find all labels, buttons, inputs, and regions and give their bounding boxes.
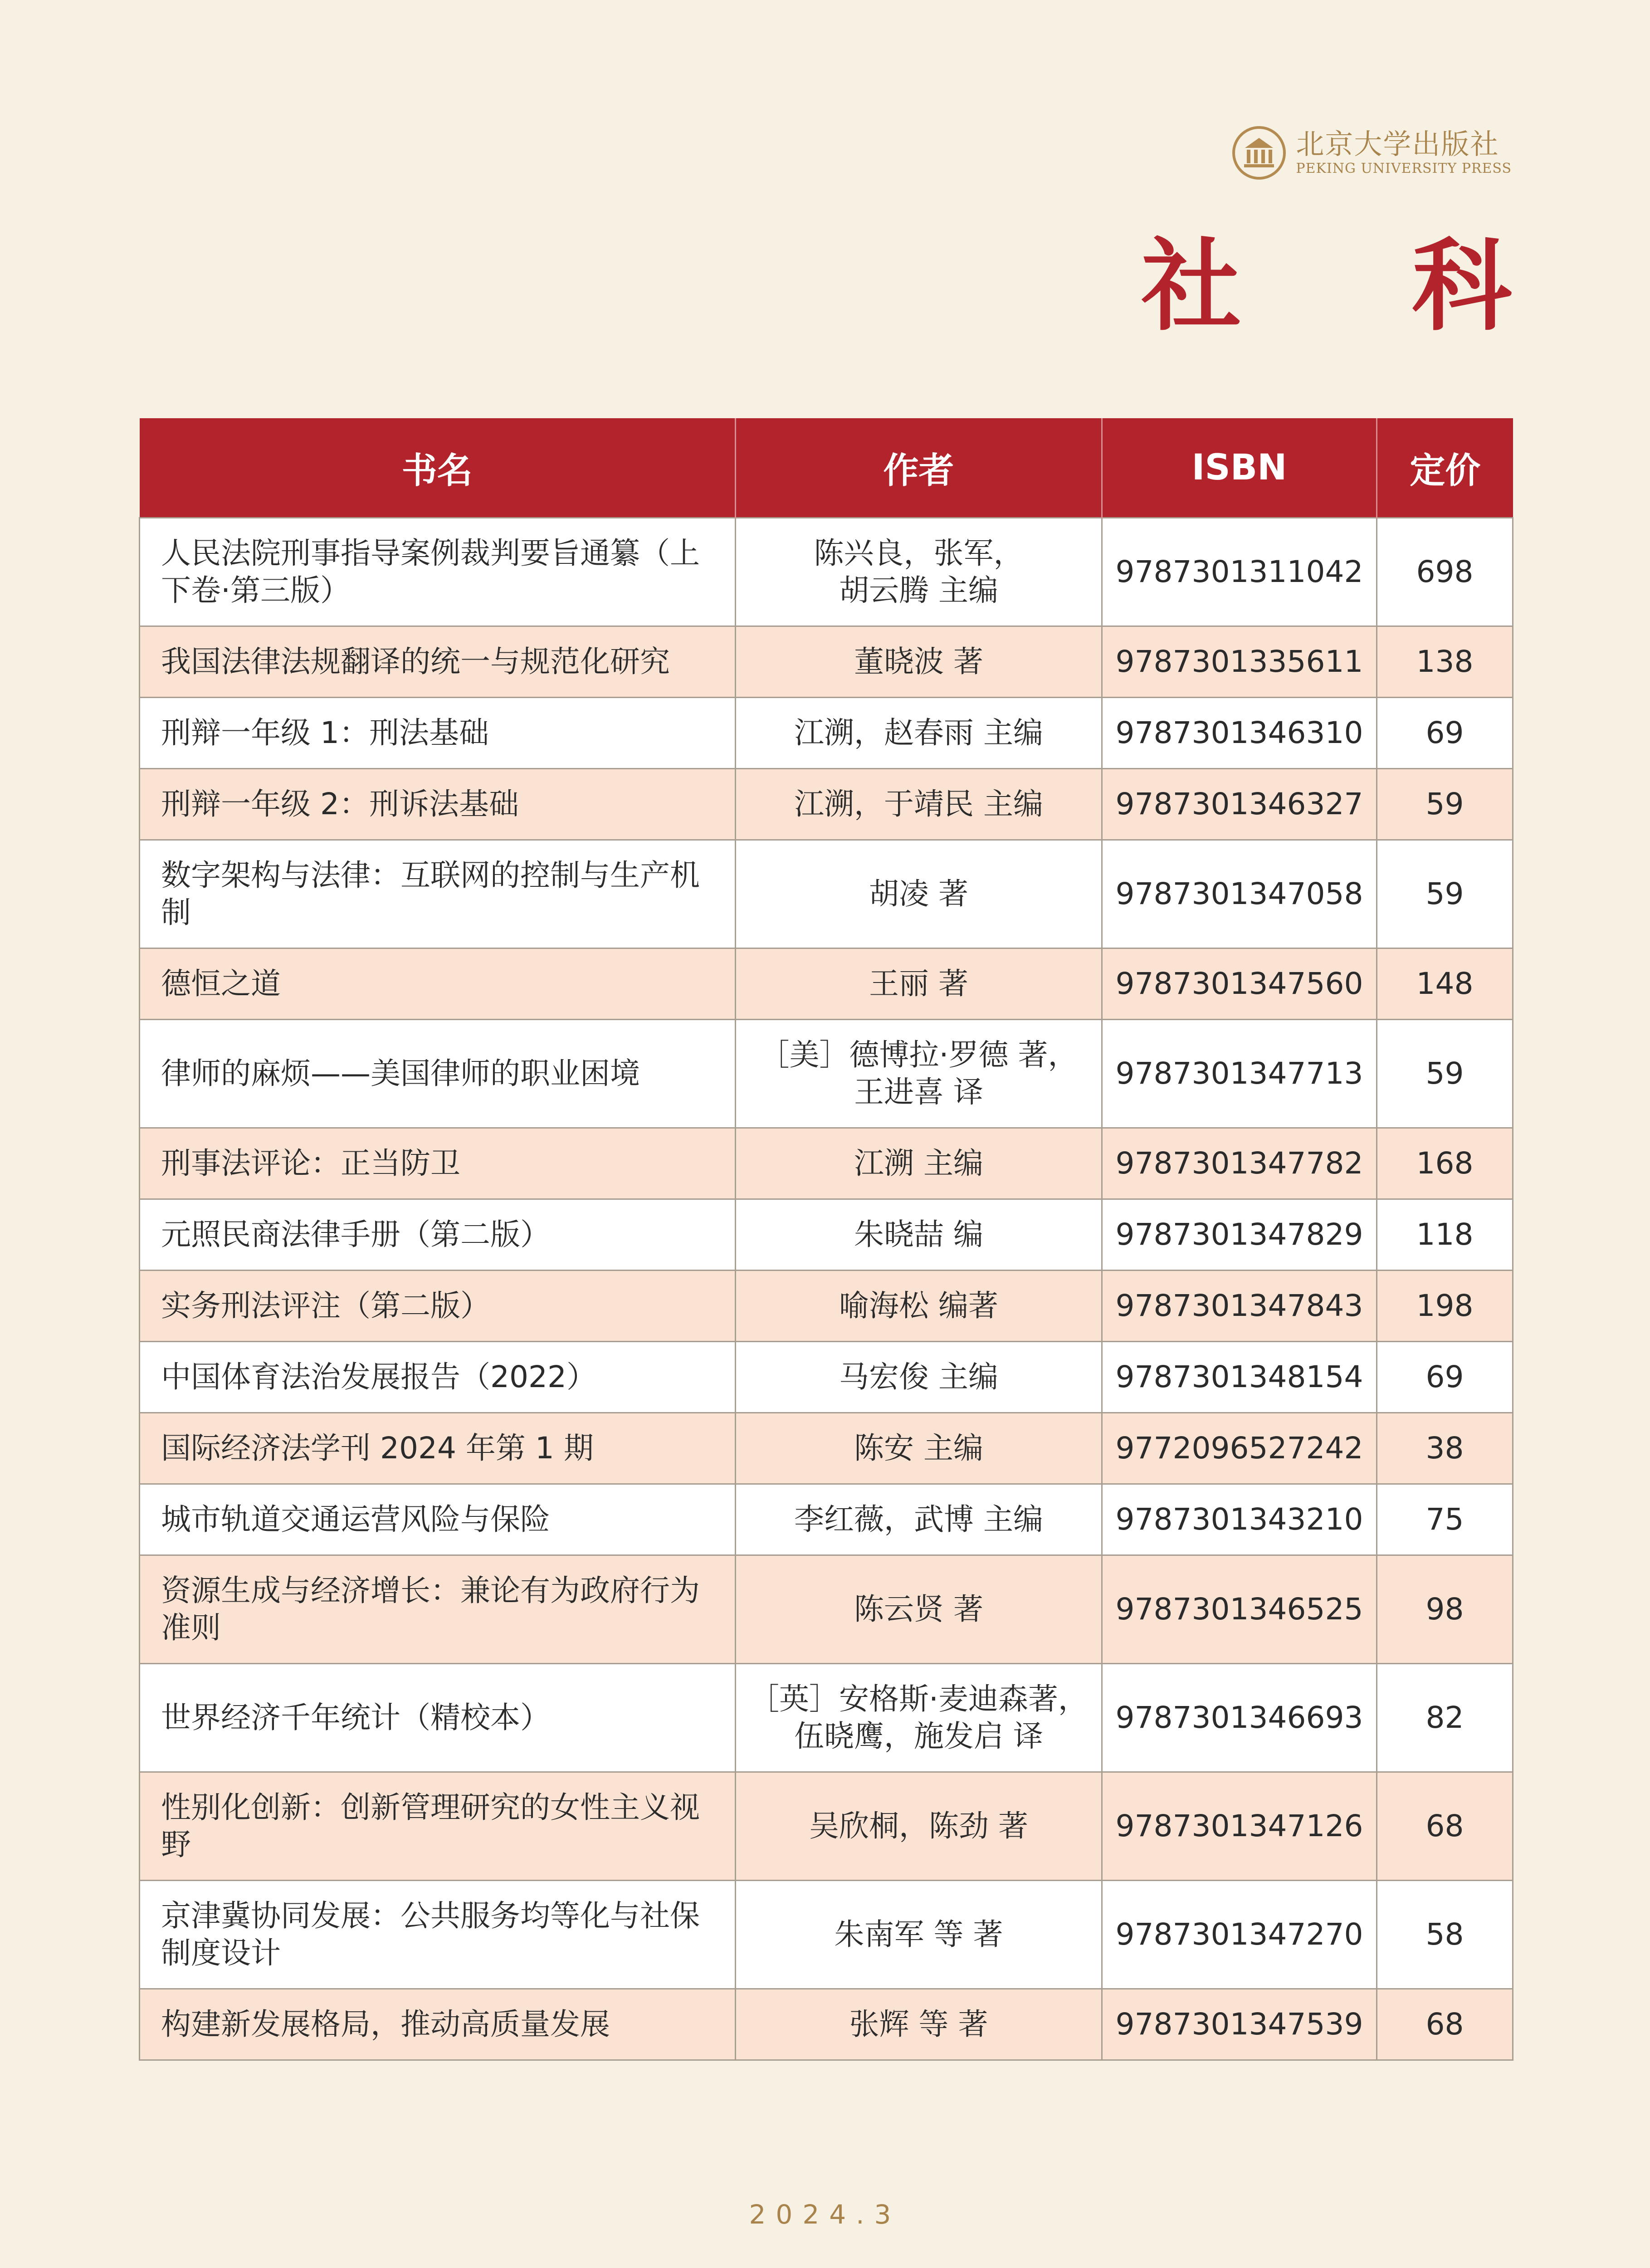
table-row bbox=[140, 1413, 1513, 1484]
book-price-cell: 59 bbox=[1377, 840, 1513, 948]
publisher-name-en: PEKING UNIVERSITY PRESS bbox=[1296, 161, 1512, 177]
book-isbn-cell: 9787301346327 bbox=[1102, 769, 1377, 840]
book-author-cell: 江溯，于靖民 主编 bbox=[736, 769, 1102, 840]
book-author-cell: ［美］德博拉·罗德 著， 王进喜 译 bbox=[736, 1020, 1102, 1128]
book-title-cell: 元照民商法律手册（第二版） bbox=[140, 1199, 736, 1271]
book-isbn-cell: 9787301347829 bbox=[1102, 1199, 1377, 1271]
table-row bbox=[140, 948, 1513, 1020]
book-isbn-cell: 9787301347560 bbox=[1102, 948, 1377, 1020]
book-title-cell: 律师的麻烦——美国律师的职业困境 bbox=[140, 1020, 736, 1128]
book-price-cell: 59 bbox=[1377, 769, 1513, 840]
table-header-row bbox=[140, 418, 1513, 518]
book-title-cell: 我国法律法规翻译的统一与规范化研究 bbox=[140, 626, 736, 698]
header-author: 作者 bbox=[736, 418, 1102, 518]
book-title-cell: 刑事法评论：正当防卫 bbox=[140, 1128, 736, 1199]
table-row bbox=[140, 626, 1513, 698]
book-isbn-cell: 9772096527242 bbox=[1102, 1413, 1377, 1484]
table-row bbox=[140, 1989, 1513, 2060]
book-isbn-cell: 9787301346525 bbox=[1102, 1555, 1377, 1664]
table-row bbox=[140, 1020, 1513, 1128]
book-title-cell: 德恒之道 bbox=[140, 948, 736, 1020]
book-title-cell: 城市轨道交通运营风险与保险 bbox=[140, 1484, 736, 1555]
table-row bbox=[140, 1128, 1513, 1199]
table-row bbox=[140, 1555, 1513, 1664]
table-row bbox=[140, 518, 1513, 626]
table-row bbox=[140, 1772, 1513, 1881]
book-title-cell: 世界经济千年统计（精校本） bbox=[140, 1664, 736, 1772]
header-title: 书名 bbox=[140, 418, 736, 518]
table-row bbox=[140, 840, 1513, 948]
book-price-cell: 68 bbox=[1377, 1772, 1513, 1881]
book-isbn-cell: 9787301347126 bbox=[1102, 1772, 1377, 1881]
book-list-table bbox=[139, 418, 1513, 2061]
book-isbn-cell: 9787301343210 bbox=[1102, 1484, 1377, 1555]
book-title-cell: 刑辩一年级 1：刑法基础 bbox=[140, 698, 736, 769]
book-author-cell: 马宏俊 主编 bbox=[736, 1342, 1102, 1413]
header-isbn: ISBN bbox=[1102, 418, 1377, 518]
publisher-logo bbox=[1232, 126, 1512, 180]
book-price-cell: 38 bbox=[1377, 1413, 1513, 1484]
book-author-cell: 董晓波 著 bbox=[736, 626, 1102, 698]
book-author-cell: 陈安 主编 bbox=[736, 1413, 1102, 1484]
book-isbn-cell: 9787301347713 bbox=[1102, 1020, 1377, 1128]
book-author-cell: 喻海松 编著 bbox=[736, 1271, 1102, 1342]
publisher-name-cn: 北京大学出版社 bbox=[1296, 127, 1499, 161]
table-row bbox=[140, 1881, 1513, 1989]
book-price-cell: 69 bbox=[1377, 698, 1513, 769]
book-isbn-cell: 9787301347539 bbox=[1102, 1989, 1377, 2060]
book-price-cell: 148 bbox=[1377, 948, 1513, 1020]
book-author-cell: 朱晓喆 编 bbox=[736, 1199, 1102, 1271]
book-price-cell: 98 bbox=[1377, 1555, 1513, 1664]
table-row bbox=[140, 1664, 1513, 1772]
book-isbn-cell: 9787301335611 bbox=[1102, 626, 1377, 698]
book-title-cell: 京津冀协同发展：公共服务均等化与社保制度设计 bbox=[140, 1881, 736, 1989]
book-isbn-cell: 9787301347270 bbox=[1102, 1881, 1377, 1989]
book-title-cell: 国际经济法学刊 2024 年第 1 期 bbox=[140, 1413, 736, 1484]
book-price-cell: 118 bbox=[1377, 1199, 1513, 1271]
book-price-cell: 75 bbox=[1377, 1484, 1513, 1555]
book-isbn-cell: 9787301311042 bbox=[1102, 518, 1377, 626]
publisher-name bbox=[1296, 129, 1512, 176]
pku-seal-icon bbox=[1232, 126, 1286, 180]
book-price-cell: 138 bbox=[1377, 626, 1513, 698]
book-author-cell: 李红薇，武博 主编 bbox=[736, 1484, 1102, 1555]
book-price-cell: 68 bbox=[1377, 1989, 1513, 2060]
book-title-cell: 资源生成与经济增长：兼论有为政府行为准则 bbox=[140, 1555, 736, 1664]
book-price-cell: 168 bbox=[1377, 1128, 1513, 1199]
book-isbn-cell: 9787301347782 bbox=[1102, 1128, 1377, 1199]
book-price-cell: 58 bbox=[1377, 1881, 1513, 1989]
book-isbn-cell: 9787301346310 bbox=[1102, 698, 1377, 769]
table-row bbox=[140, 1199, 1513, 1271]
table-body bbox=[140, 518, 1513, 2060]
book-author-cell: 张辉 等 著 bbox=[736, 1989, 1102, 2060]
book-isbn-cell: 9787301347058 bbox=[1102, 840, 1377, 948]
book-price-cell: 69 bbox=[1377, 1342, 1513, 1413]
section-title: 社 科 bbox=[1141, 227, 1580, 344]
book-author-cell: 陈云贤 著 bbox=[736, 1555, 1102, 1664]
book-title-cell: 人民法院刑事指导案例裁判要旨通纂（上下卷·第三版） bbox=[140, 518, 736, 626]
book-title-cell: 数字架构与法律：互联网的控制与生产机制 bbox=[140, 840, 736, 948]
book-author-cell: 江溯 主编 bbox=[736, 1128, 1102, 1199]
book-price-cell: 59 bbox=[1377, 1020, 1513, 1128]
footer-date: 2024.3 bbox=[749, 2199, 901, 2230]
book-title-cell: 性别化创新：创新管理研究的女性主义视野 bbox=[140, 1772, 736, 1881]
book-isbn-cell: 9787301348154 bbox=[1102, 1342, 1377, 1413]
book-author-cell: 王丽 著 bbox=[736, 948, 1102, 1020]
book-author-cell: ［英］安格斯·麦迪森著， 伍晓鹰，施发启 译 bbox=[736, 1664, 1102, 1772]
book-title-cell: 刑辩一年级 2：刑诉法基础 bbox=[140, 769, 736, 840]
table-row bbox=[140, 1342, 1513, 1413]
header-price: 定价 bbox=[1377, 418, 1513, 518]
book-title-cell: 构建新发展格局，推动高质量发展 bbox=[140, 1989, 736, 2060]
table-row bbox=[140, 1484, 1513, 1555]
table-row bbox=[140, 1271, 1513, 1342]
book-isbn-cell: 9787301347843 bbox=[1102, 1271, 1377, 1342]
book-author-cell: 胡凌 著 bbox=[736, 840, 1102, 948]
book-author-cell: 江溯，赵春雨 主编 bbox=[736, 698, 1102, 769]
table-row bbox=[140, 698, 1513, 769]
book-price-cell: 82 bbox=[1377, 1664, 1513, 1772]
book-author-cell: 吴欣桐，陈劲 著 bbox=[736, 1772, 1102, 1881]
book-isbn-cell: 9787301346693 bbox=[1102, 1664, 1377, 1772]
book-title-cell: 实务刑法评注（第二版） bbox=[140, 1271, 736, 1342]
table-row bbox=[140, 769, 1513, 840]
book-price-cell: 698 bbox=[1377, 518, 1513, 626]
book-author-cell: 朱南军 等 著 bbox=[736, 1881, 1102, 1989]
book-price-cell: 198 bbox=[1377, 1271, 1513, 1342]
book-title-cell: 中国体育法治发展报告（2022） bbox=[140, 1342, 736, 1413]
book-author-cell: 陈兴良，张军， 胡云腾 主编 bbox=[736, 518, 1102, 626]
